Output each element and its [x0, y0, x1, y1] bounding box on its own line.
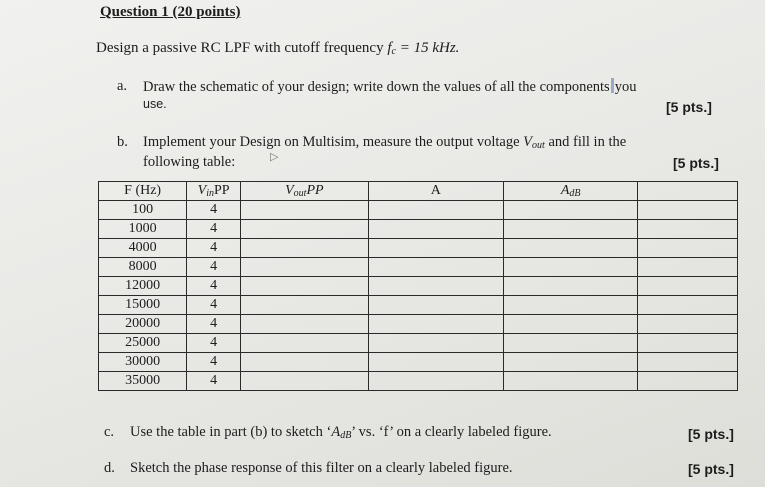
part-a-line1-text: Draw the schematic of your design; write down the values of all the components — [143, 79, 610, 95]
part-b-line1 — [143, 134, 626, 154]
cell-a[interactable] — [368, 353, 503, 372]
part-c-suffix: ’ vs. ‘f’ on a clearly labeled figure. — [351, 424, 552, 440]
cell-a[interactable] — [368, 258, 503, 277]
cell-vout[interactable] — [240, 353, 368, 372]
part-b-points: [5 pts.] — [673, 155, 719, 171]
header-vout — [240, 182, 368, 201]
part-b-symbol: V — [523, 134, 533, 150]
part-a-line1 — [143, 78, 636, 96]
intro-prefix: Design a passive RC LPF with cutoff frequency — [96, 40, 388, 56]
mouse-pointer-icon: ▷ — [270, 151, 279, 163]
cell-a[interactable] — [368, 201, 503, 220]
cell-vin: 4 — [187, 201, 241, 220]
cell-extra[interactable] — [638, 277, 738, 296]
part-c-letter: c. — [104, 424, 115, 440]
cell-frequency: 100 — [99, 201, 187, 220]
cell-vout[interactable] — [240, 258, 368, 277]
part-d-letter: d. — [104, 460, 115, 476]
cell-frequency: 12000 — [99, 277, 187, 296]
cell-vin: 4 — [187, 315, 241, 334]
header-vout-suffix: PP — [306, 183, 324, 198]
cell-adb[interactable] — [503, 353, 637, 372]
cell-a[interactable] — [368, 296, 503, 315]
header-extra — [638, 182, 738, 201]
cell-vin: 4 — [187, 372, 241, 391]
cell-a[interactable] — [368, 220, 503, 239]
table-row — [99, 315, 738, 334]
part-b-body — [143, 134, 626, 171]
cell-extra[interactable] — [638, 315, 738, 334]
header-vout-sub: out — [293, 188, 307, 199]
cell-adb[interactable] — [503, 372, 637, 391]
part-b-line2: following table: — [143, 154, 236, 170]
part-d-text: Sketch the phase response of this filter on a clearly labeled figure. — [130, 460, 513, 476]
cell-frequency: 30000 — [99, 353, 187, 372]
cell-adb[interactable] — [503, 239, 637, 258]
table-row — [99, 296, 738, 315]
part-a-points: [5 pts.] — [666, 99, 712, 115]
header-adb-symbol: A — [560, 183, 570, 198]
cell-frequency: 20000 — [99, 315, 187, 334]
header-vin-symbol: V — [197, 183, 207, 198]
table-row — [99, 334, 738, 353]
cell-a[interactable] — [368, 334, 503, 353]
part-b-line1-prefix: Implement your Design on Multisim, measure the output voltage — [143, 134, 524, 150]
cell-extra[interactable] — [638, 258, 738, 277]
table-row — [99, 372, 738, 391]
cell-adb[interactable] — [503, 315, 637, 334]
part-d-points: [5 pts.] — [688, 461, 734, 477]
cell-extra[interactable] — [638, 239, 738, 258]
table-row — [99, 277, 738, 296]
header-vin-suffix: PP — [213, 183, 230, 198]
cell-extra[interactable] — [638, 372, 738, 391]
cell-extra[interactable] — [638, 220, 738, 239]
cell-vout[interactable] — [240, 201, 368, 220]
header-vout-symbol: V — [285, 183, 294, 198]
part-d — [104, 460, 664, 480]
cell-vout[interactable] — [240, 277, 368, 296]
cell-vin: 4 — [187, 239, 241, 258]
header-frequency: F (Hz) — [99, 182, 187, 201]
part-a-letter: a. — [117, 78, 128, 94]
measurement-table — [98, 181, 738, 391]
cell-extra[interactable] — [638, 334, 738, 353]
part-c-subscript: dB — [340, 430, 352, 441]
cell-adb[interactable] — [503, 258, 637, 277]
table-row — [99, 258, 738, 277]
part-c-symbol: A — [331, 424, 341, 440]
intro-suffix: = 15 kHz. — [395, 40, 460, 56]
cell-adb[interactable] — [503, 220, 637, 239]
text-cursor — [611, 78, 614, 93]
cell-frequency: 15000 — [99, 296, 187, 315]
table-header-row — [99, 182, 738, 201]
cell-frequency: 1000 — [99, 220, 187, 239]
cell-a[interactable] — [368, 372, 503, 391]
part-c-prefix: Use the table in part (b) to sketch ‘ — [130, 424, 332, 440]
intro-symbol: f — [387, 40, 392, 56]
cell-a[interactable] — [368, 315, 503, 334]
header-adb-sub: dB — [569, 188, 581, 199]
cell-vout[interactable] — [240, 296, 368, 315]
part-b — [117, 134, 707, 170]
part-c-body — [130, 424, 552, 444]
cell-vout[interactable] — [240, 334, 368, 353]
header-a: A — [368, 182, 503, 201]
table-row — [99, 220, 738, 239]
cell-frequency: 8000 — [99, 258, 187, 277]
question-title: Question 1 (20 points) — [100, 4, 241, 20]
cell-vout[interactable] — [240, 239, 368, 258]
cell-adb[interactable] — [503, 296, 637, 315]
table-row — [99, 353, 738, 372]
part-c — [104, 424, 664, 444]
cell-adb[interactable] — [503, 277, 637, 296]
part-a-body — [143, 78, 636, 113]
cell-vin: 4 — [187, 353, 241, 372]
cell-a[interactable] — [368, 239, 503, 258]
cell-vout[interactable] — [240, 315, 368, 334]
cell-vout[interactable] — [240, 220, 368, 239]
cell-vin: 4 — [187, 258, 241, 277]
cell-frequency: 4000 — [99, 239, 187, 258]
header-adb — [503, 182, 637, 201]
header-vin — [187, 182, 241, 201]
cell-vout[interactable] — [240, 372, 368, 391]
table-row — [99, 201, 738, 220]
part-a — [117, 78, 697, 114]
cell-vin: 4 — [187, 220, 241, 239]
cell-extra[interactable] — [638, 353, 738, 372]
part-a-line2: use. — [143, 97, 167, 111]
cell-a[interactable] — [368, 277, 503, 296]
cell-frequency: 25000 — [99, 334, 187, 353]
cell-vin: 4 — [187, 277, 241, 296]
header-vin-sub: in — [206, 188, 214, 199]
part-b-letter: b. — [117, 134, 128, 150]
cell-extra[interactable] — [638, 296, 738, 315]
part-a-line1-end: you — [614, 79, 637, 95]
question-intro — [96, 40, 459, 57]
cell-vin: 4 — [187, 296, 241, 315]
cell-vin: 4 — [187, 334, 241, 353]
cell-adb[interactable] — [503, 334, 637, 353]
table-row — [99, 239, 738, 258]
part-b-line1-suffix: and fill in the — [544, 134, 627, 150]
intro-subscript: c — [391, 46, 396, 57]
cell-frequency: 35000 — [99, 372, 187, 391]
cell-adb[interactable] — [503, 201, 637, 220]
part-c-points: [5 pts.] — [688, 426, 734, 442]
part-b-subscript: out — [532, 140, 545, 151]
cell-extra[interactable] — [638, 201, 738, 220]
